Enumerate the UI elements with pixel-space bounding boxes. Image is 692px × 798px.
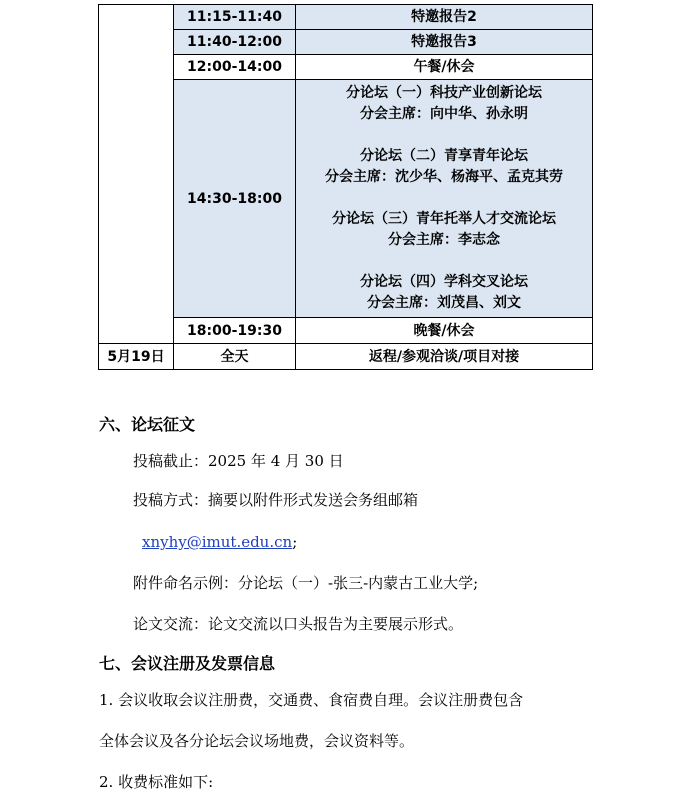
exchange-text: 论文交流：论文交流以口头报告为主要展示形式。 [133, 615, 464, 633]
item2-text: 2. 收费标准如下: [99, 773, 214, 791]
email-suffix: ; [292, 533, 298, 551]
table-row [99, 80, 593, 318]
forum-title: 分论坛（四）学科交叉论坛 [360, 274, 528, 290]
forum-title: 分论坛（三）青年托举人才交流论坛 [332, 211, 556, 227]
table-row [99, 30, 593, 55]
forum-title: 分论坛（一）科技产业创新论坛 [346, 85, 542, 101]
activity-cell: 晚餐/休会 [296, 318, 593, 344]
item1-line1: 1. 会议收取会议注册费，交通费、食宿费自理。会议注册费包含 [99, 691, 524, 709]
email-line [142, 531, 297, 553]
item1-line2: 全体会议及各分论坛会议场地费，会议资料等。 [99, 732, 415, 750]
time-cell: 全天 [174, 344, 296, 370]
section7-heading: 七、会议注册及发票信息 [99, 654, 276, 673]
table-row [99, 344, 593, 370]
schedule-table [98, 4, 593, 370]
time-cell: 14:30-18:00 [174, 80, 296, 318]
table-row [99, 318, 593, 344]
deadline-text: 投稿截止：2025 年 4 月 30 日 [133, 452, 344, 470]
forum-chairs: 分会主席：刘茂昌、刘文 [367, 295, 521, 311]
forum-chairs: 分会主席：李志念 [388, 232, 500, 248]
activity-cell: 返程/参观洽谈/项目对接 [296, 344, 593, 370]
forum-chairs: 分会主席：沈少华、杨海平、孟克其劳 [325, 169, 563, 185]
date-cell: 5月19日 [99, 344, 174, 370]
table-row [99, 5, 593, 30]
naming-text: 附件命名示例：分论坛（一）-张三-内蒙古工业大学; [133, 574, 479, 592]
time-cell: 12:00-14:00 [174, 55, 296, 80]
method-text: 投稿方式：摘要以附件形式发送会务组邮箱 [133, 491, 419, 509]
table-row [99, 55, 593, 80]
activity-cell: 特邀报告2 [296, 5, 593, 30]
section6-heading: 六、论坛征文 [99, 415, 196, 434]
forum-chairs: 分会主席：向中华、孙永明 [360, 106, 528, 122]
time-cell: 18:00-19:30 [174, 318, 296, 344]
date-cell-merged [99, 5, 174, 344]
forums-cell [296, 80, 593, 318]
time-cell: 11:15-11:40 [174, 5, 296, 30]
activity-cell: 午餐/休会 [296, 55, 593, 80]
activity-cell: 特邀报告3 [296, 30, 593, 55]
forum-title: 分论坛（二）青享青年论坛 [360, 148, 528, 164]
time-cell: 11:40-12:00 [174, 30, 296, 55]
email-link[interactable]: xnyhy@imut.edu.cn [142, 533, 293, 551]
